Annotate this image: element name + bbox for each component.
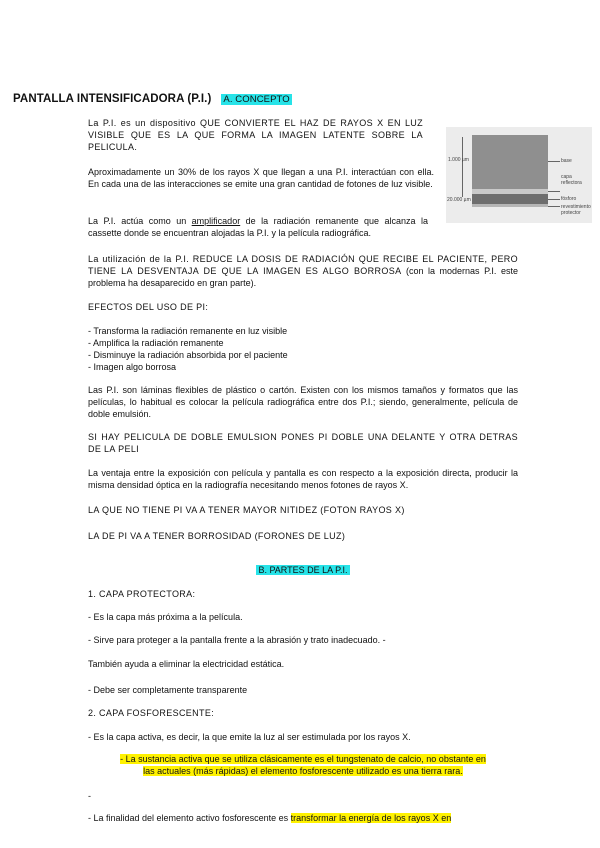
capa-protectora-title: 1. CAPA PROTECTORA: [88,589,196,599]
phosphor-layer [472,194,548,204]
label-reflective: capa reflectora [561,174,582,186]
concept-paragraph-4: La utilización de la P.I. REDUCE LA DOSIS DE RADIACIÓN QUE RECIBE EL PACIENTE, PERO TIENE LA DESVENTAJA DE QUE LA IMAGEN ES ALGO BORROSA (con la modernas P.I. este problema ha desaparecido en gran parte). [88,254,518,288]
capa2-last-item: - La finalidad del elemento activo fosforescente es transformar la energía de los rayos X en [88,813,452,823]
capa-fosforescente-title: 2. CAPA FOSFORESCENTE: [88,708,215,718]
concept-paragraph-5: Las P.I. son láminas flexibles de plástico o cartón. Existen con los mismos tamaños y formatos que las películas, lo habitual es colocar la película radiográfica entre dos P.I.; siendo, generalmente, película de doble emulsión. [88,385,518,419]
page-title [13,93,292,105]
amplifier-word: amplificador [191,216,241,226]
section-b-heading: B. PARTES DE LA P.I. [258,565,348,575]
effect-item: - Disminuye la radiación absorbida por el paciente [88,350,288,360]
base-layer [472,135,548,189]
title-text: PANTALLA INTENSIFICADORA (P.I.) [13,93,212,105]
effect-item: - Transforma la radiación remanente en luz visible [88,326,288,336]
capa2-item: - Es la capa activa, es decir, la que emite la luz al ser estimulada por los rayos X. [88,732,411,742]
capa2-highlighted-item: - La sustancia activa que se utiliza clásicamente es el tungstenato de calcio, no obstante en las actuales (más rápidas) el elemento fosforescente utilizado es una tierra rara. [120,754,486,776]
concept-paragraph-9: LA DE PI VA A TENER BORROSIDAD (FORONES DE LUZ) [88,531,346,541]
label-protective: revestimiento protector [561,204,591,216]
concept-paragraph-8: LA QUE NO TIENE PI VA A TENER MAYOR NITIDEZ (FOTON RAYOS X) [88,505,405,515]
capa1-item: - Es la capa más próxima a la película. [88,612,243,622]
protective-layer [472,204,548,207]
concept-paragraph-7: La ventaja entre la exposición con película y pantalla es con respecto a la exposición directa, producir la misma densidad óptica en la radiografía necesitando menos fotones de rayos X. [88,468,518,490]
dash-line: - [88,791,91,801]
capa1-item: - Debe ser completamente transparente [88,685,248,695]
label-phosphor: fósforo [561,196,577,202]
concept-paragraph-6: SI HAY PELICULA DE DOBLE EMULSION PONES PI DOBLE UNA DELANTE Y OTRA DETRAS DE LA PELI [88,432,518,454]
concept-paragraph-3: La P.I. actúa como un amplificador de la radiación remanente que alcanza la cassette donde se encuentran alojadas la P.I. y la película radiográfica. [88,216,428,238]
concept-paragraph-2: Aproximadamente un 30% de los rayos X que llegan a una P.I. interactúan con ella. En cada una de las interacciones se emite una gran cantidad de fotones de luz visible. [88,167,434,189]
dim-top-label: 1.000 µm [448,157,469,163]
effects-title: EFECTOS DEL USO DE PI: [88,302,209,312]
screen-cross-section-figure [446,127,592,223]
section-b-heading-row [88,564,518,576]
effect-item: - Imagen algo borrosa [88,362,177,372]
capa1-item: - Sirve para proteger a la pantalla frente a la abrasión y trato inadecuado. - [88,635,386,645]
dim-bottom-label: 20.000 µm [447,197,471,203]
effects-list [88,325,518,373]
label-base: base [561,158,572,164]
highlighted-phrase: transformar la energía de los rayos X en [290,813,452,823]
effect-item: - Amplifica la radiación remanente [88,338,224,348]
capa1-item: También ayuda a eliminar la electricidad estática. [88,659,285,669]
concept-paragraph-1: La P.I. es un dispositivo QUE CONVIERTE EL HAZ DE RAYOS X EN LUZ VISIBLE QUE ES LA QUE FORMA LA IMAGEN LATENTE SOBRE LA PELICULA. [88,118,423,152]
section-a-heading: A. CONCEPTO [223,94,290,105]
